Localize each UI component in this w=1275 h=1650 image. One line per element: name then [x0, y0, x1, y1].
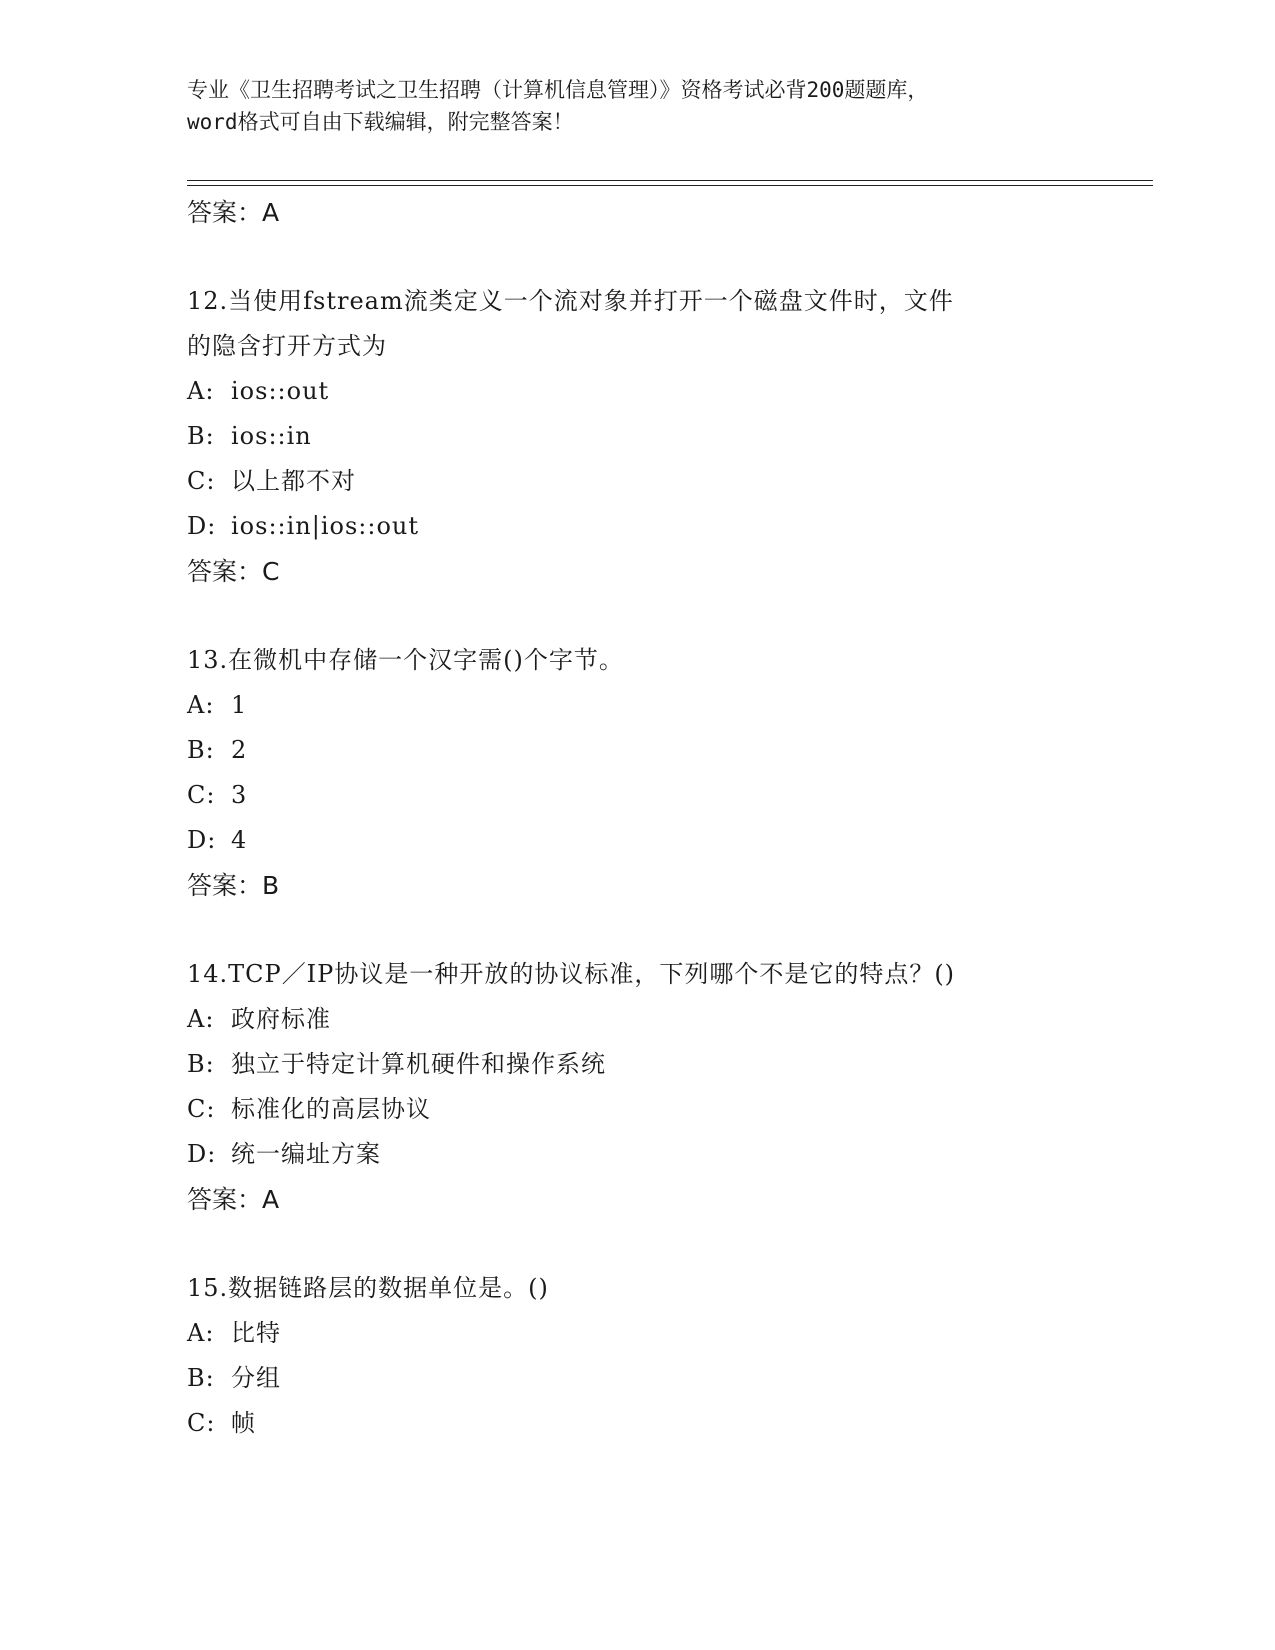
option-text: 4	[231, 826, 248, 854]
option-b	[187, 728, 1107, 773]
option-d	[187, 818, 1107, 863]
answer-line	[187, 190, 1107, 235]
header-line-1: 专业《卫生招聘考试之卫生招聘（计算机信息管理）》资格考试必背200题题库，	[187, 78, 929, 102]
answer-value: A	[262, 198, 280, 227]
option-text: 以上都不对	[231, 467, 356, 495]
option-d	[187, 504, 1107, 549]
option-c	[187, 1401, 1107, 1446]
option-letter: D:	[187, 1140, 217, 1168]
option-b	[187, 1356, 1107, 1401]
option-a	[187, 369, 1107, 414]
option-letter: C:	[187, 1409, 216, 1437]
option-c	[187, 773, 1107, 818]
question-line: 15.数据链路层的数据单位是。()	[187, 1274, 549, 1302]
answer-label: 答案：	[187, 557, 263, 586]
option-d	[187, 1132, 1107, 1177]
question-text	[187, 952, 1107, 997]
option-b	[187, 414, 1107, 459]
option-letter: A:	[187, 1319, 215, 1347]
answer-value: C	[262, 557, 280, 586]
question-text	[187, 279, 1107, 369]
option-text: 3	[231, 781, 248, 809]
option-text: ios::in	[231, 422, 312, 450]
question-line: 14.TCP／IP协议是一种开放的协议标准，下列哪个不是它的特点？()	[187, 960, 956, 988]
answer-line	[187, 863, 1107, 908]
option-text: 独立于特定计算机硬件和操作系统	[231, 1050, 606, 1078]
question-item	[187, 638, 1107, 908]
header-rule-bottom	[187, 185, 1153, 186]
answer-label: 答案：	[187, 198, 263, 227]
option-letter: B:	[187, 422, 215, 450]
question-text	[187, 638, 1107, 683]
answer-line	[187, 549, 1107, 594]
question-item	[187, 952, 1107, 1222]
option-a	[187, 997, 1107, 1042]
option-letter: A:	[187, 1005, 215, 1033]
answer-value: A	[262, 1185, 280, 1214]
option-letter: D:	[187, 826, 217, 854]
question-item	[187, 1266, 1107, 1446]
option-text: ios::in|ios::out	[231, 512, 419, 540]
header-rule-top	[187, 180, 1153, 181]
option-text: 政府标准	[231, 1005, 331, 1033]
option-letter: D:	[187, 512, 217, 540]
option-text: 2	[231, 736, 248, 764]
option-letter: B:	[187, 1050, 215, 1078]
option-c	[187, 1087, 1107, 1132]
option-text: 分组	[231, 1364, 281, 1392]
option-text: 统一编址方案	[231, 1140, 381, 1168]
option-letter: A:	[187, 377, 215, 405]
answer-label: 答案：	[187, 1185, 263, 1214]
option-a	[187, 1311, 1107, 1356]
question-line: 13.在微机中存储一个汉字需()个字节。	[187, 646, 624, 674]
option-letter: C:	[187, 781, 216, 809]
option-letter: C:	[187, 467, 216, 495]
option-c	[187, 459, 1107, 504]
option-text: 标准化的高层协议	[231, 1095, 431, 1123]
option-letter: B:	[187, 736, 215, 764]
option-text: 1	[231, 691, 248, 719]
option-letter: C:	[187, 1095, 216, 1123]
option-b	[187, 1042, 1107, 1087]
question-item	[187, 279, 1107, 594]
option-text: ios::out	[231, 377, 330, 405]
answer-line	[187, 1177, 1107, 1222]
option-text: 帧	[231, 1409, 256, 1437]
header-line-2: word格式可自由下载编辑，附完整答案！	[187, 110, 574, 134]
document-header	[187, 74, 1087, 138]
answer-value: B	[262, 871, 280, 900]
option-text: 比特	[231, 1319, 281, 1347]
question-list	[187, 190, 1107, 1446]
option-letter: A:	[187, 691, 215, 719]
question-text	[187, 1266, 1107, 1311]
question-line: 的隐含打开方式为	[187, 332, 387, 360]
answer-label: 答案：	[187, 871, 263, 900]
option-letter: B:	[187, 1364, 215, 1392]
question-line: 12.当使用fstream流类定义一个流对象并打开一个磁盘文件时，文件	[187, 287, 954, 315]
option-a	[187, 683, 1107, 728]
